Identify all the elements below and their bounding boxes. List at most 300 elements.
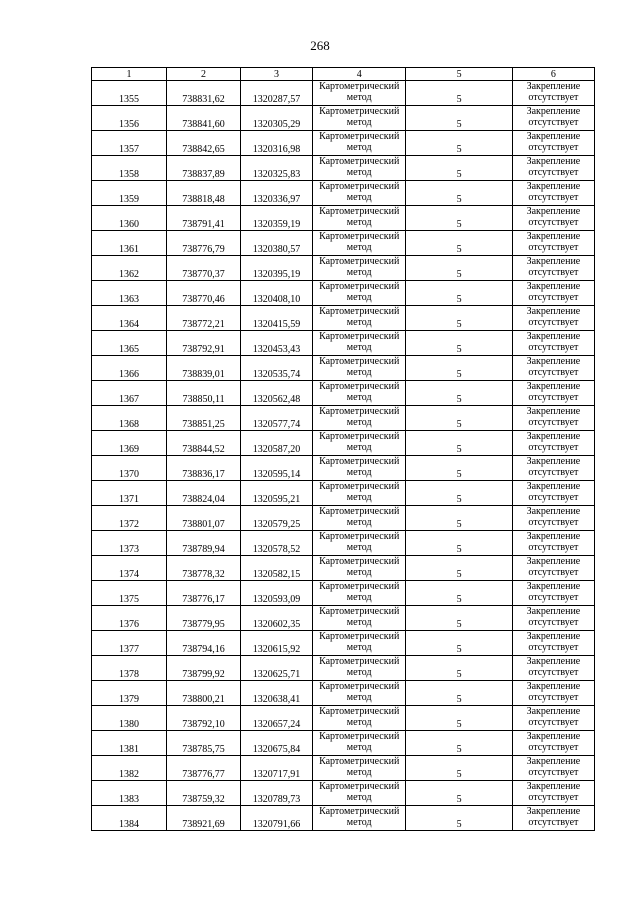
accuracy-cell: 5 — [406, 106, 512, 131]
table-row — [92, 206, 595, 231]
method-cell-line1: Картометрический — [319, 581, 400, 592]
column-header-6: 6 — [512, 68, 594, 81]
fixing-cell-line2: отсутствует — [528, 342, 579, 353]
fixing-cell-line2: отсутствует — [528, 117, 579, 128]
fixing-cell-line2: отсутствует — [528, 192, 579, 203]
table-row — [92, 581, 595, 606]
fixing-cell — [512, 806, 594, 831]
method-cell-line2: метод — [346, 242, 372, 253]
method-cell-line1: Картометрический — [319, 681, 400, 692]
fixing-cell-line2: отсутствует — [528, 242, 579, 253]
method-cell — [313, 556, 406, 581]
x-coordinate-cell: 738839,01 — [167, 356, 241, 381]
method-cell — [313, 631, 406, 656]
method-cell — [313, 706, 406, 731]
accuracy-cell: 5 — [406, 306, 512, 331]
method-cell-line1: Картометрический — [319, 556, 400, 567]
method-cell — [313, 506, 406, 531]
fixing-cell-line1: Закрепление — [526, 406, 581, 417]
fixing-cell-line2: отсутствует — [528, 642, 579, 653]
fixing-cell — [512, 331, 594, 356]
method-cell-line2: метод — [346, 117, 372, 128]
x-coordinate-cell: 738776,79 — [167, 231, 241, 256]
fixing-cell — [512, 631, 594, 656]
method-cell — [313, 231, 406, 256]
fixing-cell-line1: Закрепление — [526, 456, 581, 467]
method-cell-line1: Картометрический — [319, 606, 400, 617]
y-coordinate-cell: 1320625,71 — [241, 656, 313, 681]
point-number-cell: 1358 — [92, 156, 167, 181]
fixing-cell-line2: отсутствует — [528, 167, 579, 178]
table-row — [92, 256, 595, 281]
point-number-cell: 1376 — [92, 606, 167, 631]
x-coordinate-cell: 738824,04 — [167, 481, 241, 506]
fixing-cell-line1: Закрепление — [526, 481, 581, 492]
y-coordinate-cell: 1320657,24 — [241, 706, 313, 731]
y-coordinate-cell: 1320577,74 — [241, 406, 313, 431]
x-coordinate-cell: 738818,48 — [167, 181, 241, 206]
method-cell-line1: Картометрический — [319, 331, 400, 342]
accuracy-cell: 5 — [406, 581, 512, 606]
method-cell-line1: Картометрический — [319, 206, 400, 217]
table-row — [92, 481, 595, 506]
method-cell-line2: метод — [346, 142, 372, 153]
method-cell — [313, 331, 406, 356]
table-row — [92, 156, 595, 181]
method-cell-line1: Картометрический — [319, 756, 400, 767]
method-cell-line1: Картометрический — [319, 481, 400, 492]
fixing-cell — [512, 481, 594, 506]
method-cell-line2: метод — [346, 267, 372, 278]
accuracy-cell: 5 — [406, 206, 512, 231]
fixing-cell — [512, 356, 594, 381]
y-coordinate-cell: 1320789,73 — [241, 781, 313, 806]
y-coordinate-cell: 1320380,57 — [241, 231, 313, 256]
y-coordinate-cell: 1320316,98 — [241, 131, 313, 156]
table-row — [92, 706, 595, 731]
fixing-cell-line1: Закрепление — [526, 781, 581, 792]
fixing-cell — [512, 781, 594, 806]
x-coordinate-cell: 738841,60 — [167, 106, 241, 131]
accuracy-cell: 5 — [406, 506, 512, 531]
method-cell-line2: метод — [346, 667, 372, 678]
point-number-cell: 1365 — [92, 331, 167, 356]
accuracy-cell: 5 — [406, 181, 512, 206]
fixing-cell-line2: отсутствует — [528, 792, 579, 803]
table-row — [92, 756, 595, 781]
method-cell-line1: Картометрический — [319, 706, 400, 717]
y-coordinate-cell: 1320562,48 — [241, 381, 313, 406]
method-cell — [313, 456, 406, 481]
point-number-cell: 1373 — [92, 531, 167, 556]
method-cell — [313, 731, 406, 756]
y-coordinate-cell: 1320615,92 — [241, 631, 313, 656]
method-cell — [313, 306, 406, 331]
table-row — [92, 281, 595, 306]
x-coordinate-cell: 738831,62 — [167, 81, 241, 106]
fixing-cell-line2: отсутствует — [528, 667, 579, 678]
x-coordinate-cell: 738844,52 — [167, 431, 241, 456]
method-cell-line2: метод — [346, 392, 372, 403]
fixing-cell-line2: отсутствует — [528, 492, 579, 503]
y-coordinate-cell: 1320578,52 — [241, 531, 313, 556]
method-cell-line1: Картометрический — [319, 731, 400, 742]
y-coordinate-cell: 1320305,29 — [241, 106, 313, 131]
x-coordinate-cell: 738776,77 — [167, 756, 241, 781]
fixing-cell-line1: Закрепление — [526, 631, 581, 642]
method-cell-line1: Картометрический — [319, 456, 400, 467]
column-header-4: 4 — [313, 68, 406, 81]
accuracy-cell: 5 — [406, 156, 512, 181]
fixing-cell-line2: отсутствует — [528, 467, 579, 478]
fixing-cell-line1: Закрепление — [526, 331, 581, 342]
fixing-cell-line2: отсутствует — [528, 417, 579, 428]
table-row — [92, 556, 595, 581]
table-row — [92, 331, 595, 356]
accuracy-cell: 5 — [406, 631, 512, 656]
method-cell-line2: метод — [346, 317, 372, 328]
accuracy-cell: 5 — [406, 781, 512, 806]
method-cell-line1: Картометрический — [319, 806, 400, 817]
fixing-cell-line1: Закрепление — [526, 656, 581, 667]
method-cell-line2: метод — [346, 442, 372, 453]
fixing-cell-line1: Закрепление — [526, 506, 581, 517]
x-coordinate-cell: 738789,94 — [167, 531, 241, 556]
fixing-cell-line2: отсутствует — [528, 592, 579, 603]
fixing-cell-line2: отсутствует — [528, 292, 579, 303]
fixing-cell — [512, 606, 594, 631]
fixing-cell-line1: Закрепление — [526, 806, 581, 817]
x-coordinate-cell: 738772,21 — [167, 306, 241, 331]
x-coordinate-cell: 738792,10 — [167, 706, 241, 731]
x-coordinate-cell: 738836,17 — [167, 456, 241, 481]
table-body — [92, 81, 595, 831]
method-cell-line2: метод — [346, 192, 372, 203]
fixing-cell-line2: отсутствует — [528, 817, 579, 828]
accuracy-cell: 5 — [406, 356, 512, 381]
table-header-row — [92, 68, 595, 81]
fixing-cell-line1: Закрепление — [526, 681, 581, 692]
x-coordinate-cell: 738776,17 — [167, 581, 241, 606]
method-cell-line2: метод — [346, 817, 372, 828]
method-cell-line1: Картометрический — [319, 781, 400, 792]
point-number-cell: 1370 — [92, 456, 167, 481]
table-row — [92, 381, 595, 406]
fixing-cell — [512, 306, 594, 331]
x-coordinate-cell: 738791,41 — [167, 206, 241, 231]
point-number-cell: 1362 — [92, 256, 167, 281]
fixing-cell — [512, 81, 594, 106]
fixing-cell — [512, 681, 594, 706]
table-row — [92, 606, 595, 631]
point-number-cell: 1380 — [92, 706, 167, 731]
y-coordinate-cell: 1320582,15 — [241, 556, 313, 581]
point-number-cell: 1368 — [92, 406, 167, 431]
x-coordinate-cell: 738778,32 — [167, 556, 241, 581]
fixing-cell-line2: отсутствует — [528, 542, 579, 553]
method-cell-line1: Картометрический — [319, 406, 400, 417]
method-cell-line2: метод — [346, 492, 372, 503]
accuracy-cell: 5 — [406, 281, 512, 306]
method-cell — [313, 531, 406, 556]
method-cell-line1: Картометрический — [319, 631, 400, 642]
accuracy-cell: 5 — [406, 606, 512, 631]
accuracy-cell: 5 — [406, 231, 512, 256]
fixing-cell — [512, 206, 594, 231]
fixing-cell — [512, 156, 594, 181]
y-coordinate-cell: 1320579,25 — [241, 506, 313, 531]
fixing-cell-line2: отсутствует — [528, 692, 579, 703]
method-cell-line1: Картометрический — [319, 281, 400, 292]
fixing-cell-line1: Закрепление — [526, 181, 581, 192]
fixing-cell — [512, 131, 594, 156]
method-cell — [313, 581, 406, 606]
x-coordinate-cell: 738792,91 — [167, 331, 241, 356]
point-number-cell: 1357 — [92, 131, 167, 156]
fixing-cell-line1: Закрепление — [526, 306, 581, 317]
accuracy-cell: 5 — [406, 556, 512, 581]
point-number-cell: 1360 — [92, 206, 167, 231]
fixing-cell-line2: отсутствует — [528, 392, 579, 403]
accuracy-cell: 5 — [406, 806, 512, 831]
table-row — [92, 731, 595, 756]
method-cell — [313, 681, 406, 706]
method-cell-line1: Картометрический — [319, 131, 400, 142]
column-header-3: 3 — [241, 68, 313, 81]
method-cell-line2: метод — [346, 767, 372, 778]
table-row — [92, 631, 595, 656]
fixing-cell-line2: отсутствует — [528, 567, 579, 578]
fixing-cell — [512, 406, 594, 431]
accuracy-cell: 5 — [406, 706, 512, 731]
accuracy-cell: 5 — [406, 531, 512, 556]
fixing-cell — [512, 381, 594, 406]
point-number-cell: 1366 — [92, 356, 167, 381]
fixing-cell-line2: отсутствует — [528, 267, 579, 278]
table-row — [92, 306, 595, 331]
fixing-cell-line2: отсутствует — [528, 217, 579, 228]
method-cell-line1: Картометрический — [319, 381, 400, 392]
method-cell — [313, 606, 406, 631]
fixing-cell — [512, 456, 594, 481]
method-cell-line1: Картометрический — [319, 306, 400, 317]
table-row — [92, 506, 595, 531]
fixing-cell-line2: отсутствует — [528, 717, 579, 728]
accuracy-cell: 5 — [406, 331, 512, 356]
fixing-cell-line2: отсутствует — [528, 617, 579, 628]
fixing-cell — [512, 731, 594, 756]
point-number-cell: 1372 — [92, 506, 167, 531]
point-number-cell: 1379 — [92, 681, 167, 706]
accuracy-cell: 5 — [406, 431, 512, 456]
table-row — [92, 531, 595, 556]
fixing-cell — [512, 506, 594, 531]
method-cell — [313, 156, 406, 181]
table-row — [92, 131, 595, 156]
column-header-2: 2 — [167, 68, 241, 81]
y-coordinate-cell: 1320395,19 — [241, 256, 313, 281]
x-coordinate-cell: 738759,32 — [167, 781, 241, 806]
point-number-cell: 1374 — [92, 556, 167, 581]
method-cell — [313, 281, 406, 306]
point-number-cell: 1381 — [92, 731, 167, 756]
fixing-cell — [512, 556, 594, 581]
method-cell — [313, 806, 406, 831]
y-coordinate-cell: 1320587,20 — [241, 431, 313, 456]
fixing-cell-line1: Закрепление — [526, 106, 581, 117]
method-cell-line2: метод — [346, 617, 372, 628]
method-cell — [313, 181, 406, 206]
accuracy-cell: 5 — [406, 481, 512, 506]
fixing-cell-line1: Закрепление — [526, 206, 581, 217]
point-number-cell: 1361 — [92, 231, 167, 256]
fixing-cell — [512, 231, 594, 256]
method-cell-line2: метод — [346, 792, 372, 803]
point-number-cell: 1359 — [92, 181, 167, 206]
x-coordinate-cell: 738850,11 — [167, 381, 241, 406]
method-cell-line2: метод — [346, 742, 372, 753]
fixing-cell — [512, 106, 594, 131]
method-cell-line2: метод — [346, 217, 372, 228]
y-coordinate-cell: 1320675,84 — [241, 731, 313, 756]
method-cell-line2: метод — [346, 92, 372, 103]
x-coordinate-cell: 738837,89 — [167, 156, 241, 181]
accuracy-cell: 5 — [406, 81, 512, 106]
method-cell-line2: метод — [346, 592, 372, 603]
point-number-cell: 1382 — [92, 756, 167, 781]
y-coordinate-cell: 1320593,09 — [241, 581, 313, 606]
method-cell-line2: метод — [346, 342, 372, 353]
table-row — [92, 356, 595, 381]
method-cell — [313, 781, 406, 806]
y-coordinate-cell: 1320638,41 — [241, 681, 313, 706]
y-coordinate-cell: 1320287,57 — [241, 81, 313, 106]
method-cell-line2: метод — [346, 292, 372, 303]
table-row — [92, 781, 595, 806]
fixing-cell-line1: Закрепление — [526, 531, 581, 542]
fixing-cell-line2: отсутствует — [528, 442, 579, 453]
x-coordinate-cell: 738921,69 — [167, 806, 241, 831]
fixing-cell — [512, 706, 594, 731]
fixing-cell — [512, 656, 594, 681]
method-cell-line2: метод — [346, 517, 372, 528]
table-row — [92, 406, 595, 431]
method-cell — [313, 256, 406, 281]
point-number-cell: 1371 — [92, 481, 167, 506]
method-cell — [313, 406, 406, 431]
x-coordinate-cell: 738770,46 — [167, 281, 241, 306]
method-cell-line1: Картометрический — [319, 256, 400, 267]
point-number-cell: 1375 — [92, 581, 167, 606]
method-cell-line1: Картометрический — [319, 506, 400, 517]
x-coordinate-cell: 738794,16 — [167, 631, 241, 656]
x-coordinate-cell: 738799,92 — [167, 656, 241, 681]
table-row — [92, 81, 595, 106]
x-coordinate-cell: 738770,37 — [167, 256, 241, 281]
fixing-cell-line2: отсутствует — [528, 317, 579, 328]
point-number-cell: 1383 — [92, 781, 167, 806]
method-cell — [313, 356, 406, 381]
method-cell-line2: метод — [346, 542, 372, 553]
page-number: 268 — [310, 38, 330, 53]
point-number-cell: 1355 — [92, 81, 167, 106]
point-number-cell: 1384 — [92, 806, 167, 831]
fixing-cell-line1: Закрепление — [526, 381, 581, 392]
y-coordinate-cell: 1320415,59 — [241, 306, 313, 331]
fixing-cell-line1: Закрепление — [526, 256, 581, 267]
table-row — [92, 181, 595, 206]
point-number-cell: 1369 — [92, 431, 167, 456]
fixing-cell-line2: отсутствует — [528, 367, 579, 378]
method-cell-line1: Картометрический — [319, 356, 400, 367]
accuracy-cell: 5 — [406, 381, 512, 406]
table-row — [92, 106, 595, 131]
method-cell — [313, 81, 406, 106]
table-row — [92, 806, 595, 831]
method-cell — [313, 381, 406, 406]
table-row — [92, 681, 595, 706]
method-cell-line2: метод — [346, 167, 372, 178]
point-number-cell: 1367 — [92, 381, 167, 406]
x-coordinate-cell: 738800,21 — [167, 681, 241, 706]
fixing-cell — [512, 281, 594, 306]
method-cell-line1: Картометрический — [319, 106, 400, 117]
column-header-1: 1 — [92, 68, 167, 81]
fixing-cell-line1: Закрепление — [526, 581, 581, 592]
fixing-cell-line2: отсутствует — [528, 517, 579, 528]
y-coordinate-cell: 1320535,74 — [241, 356, 313, 381]
fixing-cell — [512, 581, 594, 606]
method-cell — [313, 756, 406, 781]
fixing-cell-line1: Закрепление — [526, 356, 581, 367]
accuracy-cell: 5 — [406, 731, 512, 756]
fixing-cell — [512, 531, 594, 556]
fixing-cell-line1: Закрепление — [526, 731, 581, 742]
x-coordinate-cell: 738842,65 — [167, 131, 241, 156]
y-coordinate-cell: 1320602,35 — [241, 606, 313, 631]
y-coordinate-cell: 1320791,66 — [241, 806, 313, 831]
table-row — [92, 656, 595, 681]
method-cell — [313, 206, 406, 231]
table-row — [92, 431, 595, 456]
fixing-cell-line1: Закрепление — [526, 756, 581, 767]
y-coordinate-cell: 1320359,19 — [241, 206, 313, 231]
point-number-cell: 1356 — [92, 106, 167, 131]
x-coordinate-cell: 738779,95 — [167, 606, 241, 631]
fixing-cell-line1: Закрепление — [526, 156, 581, 167]
method-cell-line2: метод — [346, 692, 372, 703]
fixing-cell-line1: Закрепление — [526, 281, 581, 292]
method-cell-line2: метод — [346, 567, 372, 578]
y-coordinate-cell: 1320595,21 — [241, 481, 313, 506]
y-coordinate-cell: 1320336,97 — [241, 181, 313, 206]
x-coordinate-cell: 738785,75 — [167, 731, 241, 756]
fixing-cell-line1: Закрепление — [526, 231, 581, 242]
method-cell-line1: Картометрический — [319, 156, 400, 167]
fixing-cell-line2: отсутствует — [528, 92, 579, 103]
fixing-cell-line2: отсутствует — [528, 767, 579, 778]
y-coordinate-cell: 1320408,10 — [241, 281, 313, 306]
method-cell-line1: Картометрический — [319, 231, 400, 242]
accuracy-cell: 5 — [406, 456, 512, 481]
y-coordinate-cell: 1320453,43 — [241, 331, 313, 356]
fixing-cell-line1: Закрепление — [526, 556, 581, 567]
table-row — [92, 231, 595, 256]
fixing-cell — [512, 431, 594, 456]
method-cell — [313, 481, 406, 506]
accuracy-cell: 5 — [406, 406, 512, 431]
table-row — [92, 456, 595, 481]
